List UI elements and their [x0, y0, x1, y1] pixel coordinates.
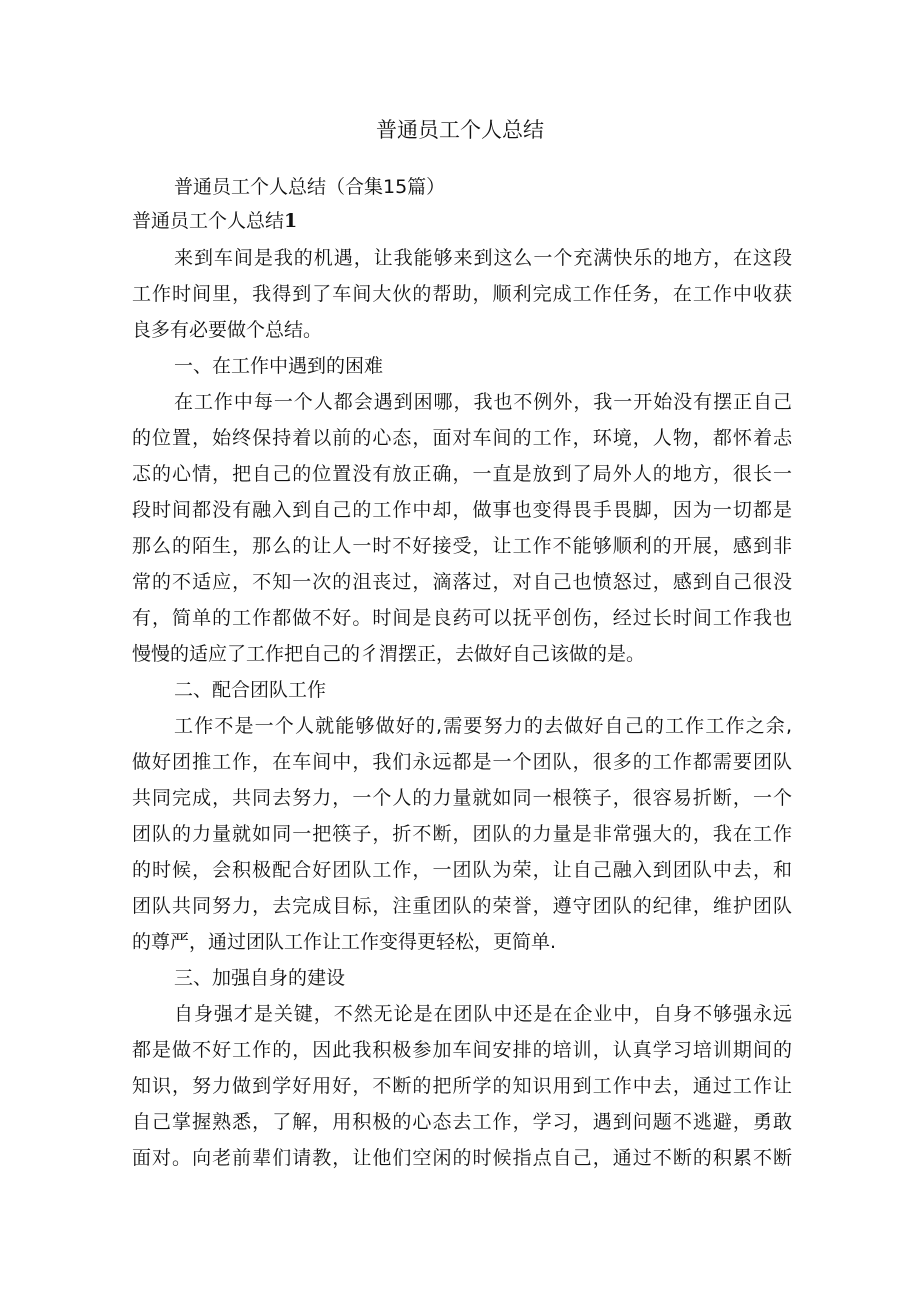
paragraph-line: 工作时间里，我得到了车间大伙的帮助，顺利完成工作任务，在工作中收获 [132, 283, 792, 305]
paragraph-line: 良多有必要做个总结。 [132, 319, 323, 341]
subheading-teamwork: 二、配合团队工作 [174, 679, 327, 701]
section-heading [132, 205, 297, 237]
paragraph-line: 自身强才是关键，不然无论是在团队中还是在企业中，自身不够强永远 [174, 1003, 792, 1025]
paragraph-line: 常的不适应，不知一次的沮丧过，滴落过，对自己也愤怒过，感到自己很没 [132, 571, 792, 593]
subheading-self-improvement: 三、加强自身的建设 [174, 967, 346, 989]
paragraph-line: 面对。向老前辈们请教，让他们空闲的时候指点自己，通过不断的积累不断 [132, 1147, 792, 1169]
paragraph-line: 做好团推工作，在车间中，我们永远都是一个团队，很多的工作都需要团队 [132, 751, 792, 773]
paragraph-line: 共同完成，共同去努力，一个人的力量就如同一根筷子，很容易折断，一个 [132, 787, 792, 809]
paragraph-line: 团队的力量就如同一把筷子，折不断，团队的力量是非常强大的，我在工作 [132, 823, 792, 845]
body-text [132, 240, 792, 1176]
paragraph-line: 忑的心情，把自己的位置没有放正确，一直是放到了局外人的地方，很长一 [132, 463, 792, 485]
paragraph-line: 知识，努力做到学好用好，不断的把所学的知识用到工作中去，通过工作让 [132, 1075, 792, 1097]
paragraph-line: 都是做不好工作的，因此我积极参加车间安排的培训，认真学习培训期间的 [132, 1039, 792, 1061]
document-subtitle: 普通员工个人总结（合集15篇） [174, 176, 446, 198]
document-title: 普通员工个人总结 [376, 118, 544, 142]
paragraph-line: 来到车间是我的机遇，让我能够来到这么一个充满快乐的地方，在这段 [174, 247, 792, 269]
subheading-difficulties: 一、在工作中遇到的困难 [174, 355, 384, 377]
paragraph-line: 段时间都没有融入到自己的工作中却，做事也变得畏手畏脚，因为一切都是 [132, 499, 792, 521]
paragraph-line: 在工作中每一个人都会遇到困哪，我也不例外，我一开始没有摆正自己 [174, 391, 792, 413]
paragraph-line: 自己掌握熟悉，了解，用积极的心态去工作，学习，遇到问题不逃避，勇敢 [132, 1111, 792, 1133]
section-heading-text: 普通员工个人总结 [132, 210, 285, 232]
paragraph-line: 慢慢的适应了工作把自己的彳渭摆正，去做好自己该做的是。 [132, 643, 646, 665]
paragraph-line: 的位置，始终保持着以前的心态，面对车间的工作，环境，人物，都怀着忐 [132, 427, 792, 449]
paragraph-line: 那么的陌生，那么的让人一时不好接受，让工作不能够顺利的开展，感到非 [132, 535, 792, 557]
paragraph-line: 团队共同努力，去完成目标，注重团队的荣誉，遵守团队的纪律，维护团队 [132, 895, 792, 917]
section-heading-number: 1 [284, 210, 298, 232]
paragraph-line: 工作不是一个人就能够做好的,需要努力的去做好自己的工作工作之余, [174, 715, 792, 737]
paragraph-line: 的时候，会积极配合好团队工作，一团队为荣，让自己融入到团队中去，和 [132, 859, 792, 881]
paragraph-line: 有，简单的工作都做不好。时间是良药可以抚平创伤，经过长时间工作我也 [132, 607, 792, 629]
paragraph-line: 的尊严，通过团队工作让工作变得更轻松，更简单. [132, 931, 557, 953]
